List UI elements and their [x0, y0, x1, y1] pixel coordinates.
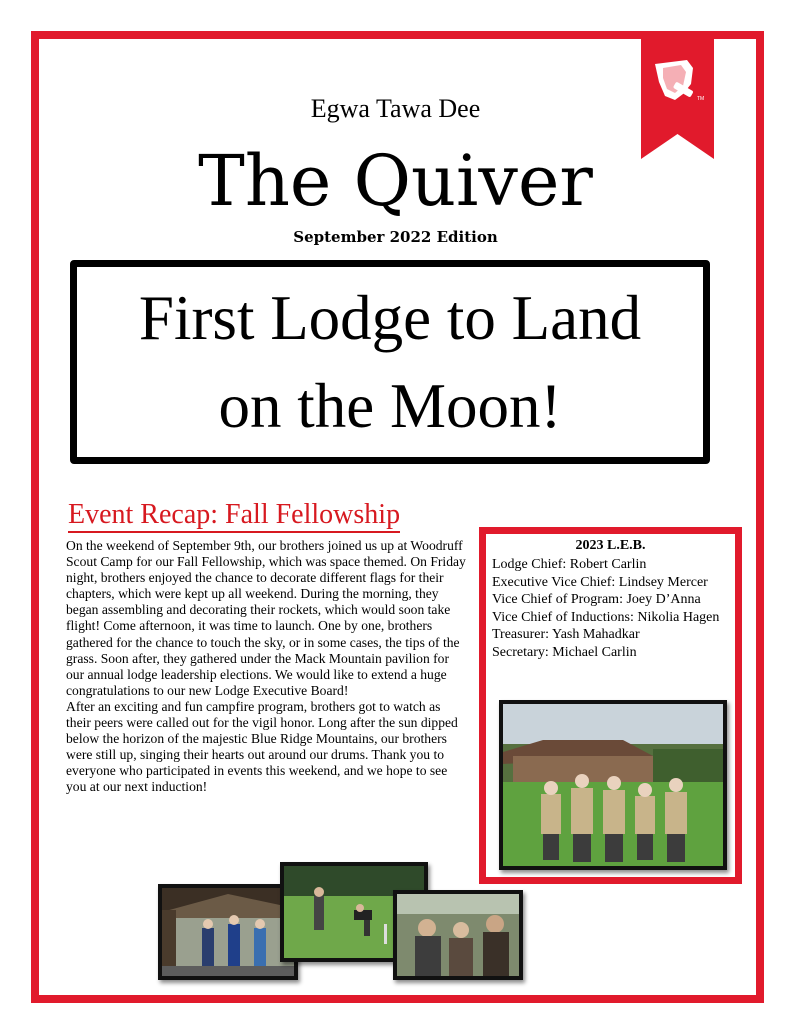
- leb-title: 2023 L.E.B.: [575, 538, 646, 553]
- article-paragraph: After an exciting and fun campfire program, brothers got to watch as their peers were called out for the vigil honor. Long after the sun dipped below the horizon of the majestic Blue Ridge Mountains, our brothers were still up, singing their hearts out around our drums. Thank you to everyone who participated in events this weekend, and we hope to see you at our next induction!: [66, 698, 458, 795]
- headline: [139, 274, 641, 450]
- leb-group-photo: [499, 700, 727, 870]
- leb-member: Vice Chief of Inductions: Nikolia Hagen: [492, 609, 720, 625]
- article-body: [66, 538, 468, 796]
- newsletter-title: The Quiver: [198, 140, 593, 222]
- headline-line-2: on the Moon!: [218, 371, 562, 441]
- svg-text:TM: TM: [697, 96, 705, 102]
- article-paragraph: On the weekend of September 9th, our brothers joined us up at Woodruff Scout Camp for our Fall Fellowship, which was space themed. On Friday night, brothers enjoyed the chance to decorate different flags for their chapters, which were kept up all weekend. During the morning, they began assembling and decorating their rockets, which would soon take flight! Come afternoon, it was time to launch. One by one, brothers gathered for the chance to touch the sky, or in some cases, the tips of the grass. Soon after, they gathered under the Mack Mountain pavilion for our annual lodge leadership elections. We would like to extend a huge congratulations to our new Lodge Executive Board!: [66, 538, 466, 698]
- leb-member-list: [492, 556, 732, 661]
- event-photo-pavilion: [158, 884, 298, 980]
- headline-box: [70, 260, 710, 464]
- edition-label: September 2022 Edition: [293, 228, 498, 246]
- lodge-name: Egwa Tawa Dee: [310, 94, 481, 123]
- event-photo-group-sitting: [393, 890, 523, 980]
- leb-member: Secretary: Michael Carlin: [492, 644, 637, 660]
- leb-member: Lodge Chief: Robert Carlin: [492, 557, 647, 572]
- article-heading: Event Recap: Fall Fellowship: [68, 500, 400, 533]
- leb-member: Executive Vice Chief: Lindsey Mercer: [492, 574, 708, 590]
- headline-line-1: First Lodge to Land: [138, 283, 642, 353]
- leb-member: Vice Chief of Program: Joey D’Anna: [492, 592, 701, 607]
- leb-member: Treasurer: Yash Mahadkar: [492, 627, 640, 642]
